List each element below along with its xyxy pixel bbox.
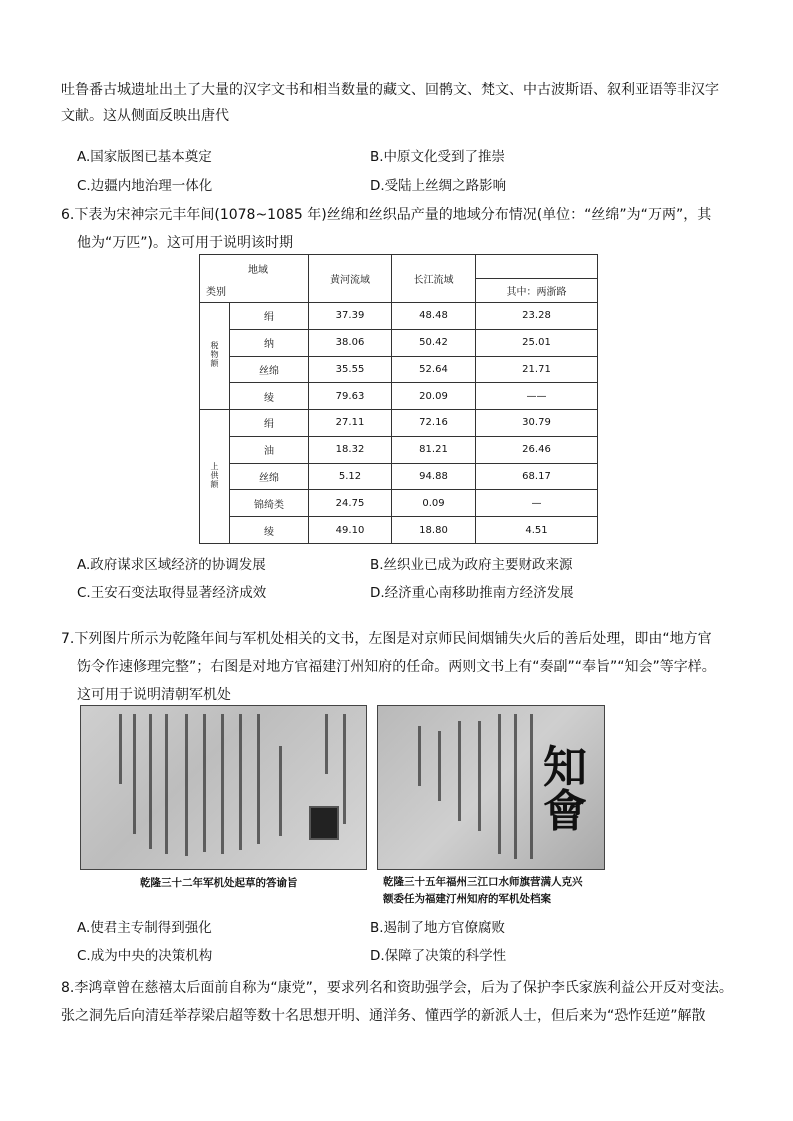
cell-yellow: 38.06 bbox=[309, 329, 392, 356]
row-label: 锦绮类 bbox=[230, 490, 309, 517]
table-corner-header bbox=[200, 255, 309, 303]
row-label: 绢 bbox=[230, 303, 309, 330]
q6-stem-line1: 6.下表为宋神宗元丰年间(1078~1085 年)丝绵和丝织品产量的地域分布情况(单位：“丝绵”为“万两”，其 bbox=[61, 207, 712, 223]
seal-icon bbox=[309, 806, 339, 840]
corner-category-label: 类别 bbox=[206, 287, 226, 298]
q5-option-d: D.受陆上丝绸之路影响 bbox=[370, 178, 507, 194]
cell-yellow: 5.12 bbox=[309, 463, 392, 490]
row-group-tax: 税物额 bbox=[200, 303, 230, 410]
q8-stem-line1: 8.李鸿章曾在慈禧太后面前自称为“康党”，要求列名和资助强学会，后为了保护李氏家族利益公开反对变法。 bbox=[61, 980, 733, 996]
cell-yangtze: 72.16 bbox=[392, 410, 476, 437]
silk-production-table bbox=[199, 254, 598, 544]
cell-liangzhe: 30.79 bbox=[476, 410, 598, 437]
caption-left: 乾隆三十二年军机处起草的答谕旨 bbox=[140, 877, 298, 889]
cell-yangtze: 20.09 bbox=[392, 383, 476, 410]
cell-yangtze: 48.48 bbox=[392, 303, 476, 330]
q5-stem-line2: 文献。这从侧面反映出唐代 bbox=[61, 108, 229, 124]
cell-yellow: 79.63 bbox=[309, 383, 392, 410]
cell-yangtze: 81.21 bbox=[392, 436, 476, 463]
cell-yellow: 27.11 bbox=[309, 410, 392, 437]
q6-option-b: B.丝织业已成为政府主要财政来源 bbox=[370, 557, 573, 573]
q8-stem-line2: 张之洞先后向清廷举荐梁启超等数十名思想开明、通洋务、懂西学的新派人士，但后来为“恐怍廷逆”解散 bbox=[61, 1008, 706, 1024]
row-label: 纳 bbox=[230, 329, 309, 356]
cell-yangtze: 52.64 bbox=[392, 356, 476, 383]
q7-stem-line3: 这可用于说明清朝军机处 bbox=[77, 687, 231, 703]
cell-yellow: 37.39 bbox=[309, 303, 392, 330]
caption-right-line2: 额委任为福建汀州知府的军机处档案 bbox=[383, 893, 551, 905]
q7-stem-line1: 7.下列图片所示为乾隆年间与军机处相关的文书，左图是对京师民间烟铺失火后的善后处理，即由“地方官 bbox=[61, 631, 712, 647]
row-group-tribute: 上供额 bbox=[200, 410, 230, 544]
q7-option-b: B.遏制了地方官僚腐败 bbox=[370, 920, 506, 936]
q6-option-a: A.政府谋求区域经济的协调发展 bbox=[77, 557, 266, 573]
archive-document-photo-left bbox=[80, 705, 367, 870]
q5-option-c: C.边疆内地治理一体化 bbox=[77, 178, 213, 194]
row-label: 绫 bbox=[230, 517, 309, 544]
q5-stem-line1: 吐鲁番古城遗址出土了大量的汉字文书和相当数量的藏文、回鹘文、梵文、中古波斯语、叙利亚语等非汉字 bbox=[61, 82, 719, 98]
col-header-yellow-river: 黄河流域 bbox=[309, 255, 392, 303]
archive-document-photo-right bbox=[377, 705, 605, 870]
cell-yellow: 24.75 bbox=[309, 490, 392, 517]
col-header-yangtze: 长江流域 bbox=[392, 255, 476, 303]
cell-yellow: 18.32 bbox=[309, 436, 392, 463]
caption-right-line1: 乾隆三十五年福州三江口水师旗营满人克兴 bbox=[383, 876, 583, 888]
cell-yangtze: 18.80 bbox=[392, 517, 476, 544]
cell-liangzhe: 25.01 bbox=[476, 329, 598, 356]
q6-stem-line2: 他为“万匹”)。这可用于说明该时期 bbox=[77, 235, 293, 251]
col-header-liangzhe: 其中：两浙路 bbox=[476, 279, 598, 303]
cell-yellow: 49.10 bbox=[309, 517, 392, 544]
col-header-blank bbox=[476, 255, 598, 279]
q5-option-b: B.中原文化受到了推崇 bbox=[370, 149, 506, 165]
row-label: 油 bbox=[230, 436, 309, 463]
q6-option-c: C.王安石变法取得显著经济成效 bbox=[77, 585, 267, 601]
q7-option-c: C.成为中央的决策机构 bbox=[77, 948, 213, 964]
cell-yangtze: 0.09 bbox=[392, 490, 476, 517]
cell-liangzhe: 23.28 bbox=[476, 303, 598, 330]
row-label: 丝绵 bbox=[230, 463, 309, 490]
cell-liangzhe: 26.46 bbox=[476, 436, 598, 463]
cell-yangtze: 50.42 bbox=[392, 329, 476, 356]
cell-liangzhe: 21.71 bbox=[476, 356, 598, 383]
row-label: 绢 bbox=[230, 410, 309, 437]
cell-liangzhe: 68.17 bbox=[476, 463, 598, 490]
zhi-hui-stamp: 知會 bbox=[543, 742, 587, 837]
q6-option-d: D.经济重心南移助推南方经济发展 bbox=[370, 585, 574, 601]
corner-region-label: 地域 bbox=[248, 265, 268, 276]
q5-option-a: A.国家版图已基本奠定 bbox=[77, 149, 212, 165]
cell-yellow: 35.55 bbox=[309, 356, 392, 383]
row-label: 绫 bbox=[230, 383, 309, 410]
cell-liangzhe: 4.51 bbox=[476, 517, 598, 544]
row-label: 丝绵 bbox=[230, 356, 309, 383]
q7-option-d: D.保障了决策的科学性 bbox=[370, 948, 507, 964]
q7-stem-line2: 饬令作速修理完整”；右图是对地方官福建汀州知府的任命。两则文书上有“奏副”“奉旨”“知会”等字样。 bbox=[77, 659, 716, 675]
cell-yangtze: 94.88 bbox=[392, 463, 476, 490]
q7-option-a: A.使君主专制得到强化 bbox=[77, 920, 212, 936]
cell-liangzhe: —— bbox=[476, 383, 598, 410]
cell-liangzhe: — bbox=[476, 490, 598, 517]
